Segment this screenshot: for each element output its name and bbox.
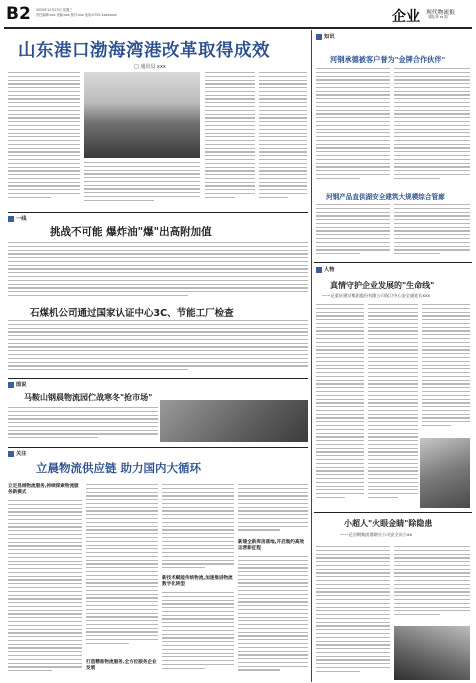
article-body: [8, 320, 308, 374]
brand-name: 现代物流报: [426, 10, 455, 16]
tag-square-icon: [8, 451, 14, 457]
article-headline: 挑战不可能 爆炸油"爆"出高附加值: [50, 226, 212, 238]
date-line: 2020年12月23日 星期三: [36, 8, 73, 12]
page-code: B2: [6, 4, 31, 24]
article-body: [8, 500, 82, 678]
profile-headline: 真情守护企业发展的"生命线": [330, 281, 435, 290]
subhead: 新建全新库房落地,开启集约高效运营新征程: [238, 540, 305, 551]
section-label: 知讯: [324, 34, 335, 40]
section-label: 一线: [16, 216, 27, 222]
profile-subtitle: ——记重庆建设集团股份有限公司保卫中心安全副处长xxx: [322, 293, 430, 298]
article-body: [238, 556, 308, 678]
section-label: 人物: [324, 267, 335, 273]
column-divider: [311, 30, 312, 682]
divider: [314, 512, 472, 513]
brand-sub: 周报/第 xx 期: [428, 15, 448, 19]
divider: [8, 212, 308, 213]
section-tag-guanzhu: [8, 450, 26, 457]
article-body: [316, 304, 364, 504]
section-label: 图说: [16, 382, 27, 388]
article-body: [8, 407, 158, 441]
article-body: [394, 546, 470, 622]
article-body: [316, 204, 390, 260]
article-body: [86, 484, 158, 654]
profile-subtitle: ——记河钢集团邯钢分公司安全员小xx: [340, 532, 412, 537]
main-body-col1: [8, 72, 80, 204]
section-tag-tushuo: [8, 381, 26, 388]
profile-photo: [420, 438, 470, 508]
divider: [314, 262, 472, 263]
section-name: 企业: [392, 9, 420, 25]
article-body: [316, 68, 390, 184]
header-rule: [4, 27, 472, 29]
subhead: 新技术赋能传统物流,加速推进物流数字化转型: [162, 576, 233, 587]
worker-photo: [394, 626, 470, 680]
section-label: 关注: [16, 451, 27, 457]
article-body: [162, 484, 234, 572]
meeting-photo: [84, 72, 200, 158]
section-tag-zhixun: [316, 33, 334, 40]
article-body: [8, 242, 308, 300]
article-body: [238, 484, 308, 536]
main-body-col4: [259, 72, 307, 204]
article-body: [394, 204, 470, 260]
subhead: 打造精准物流服务,全方位服务企业发展: [86, 660, 157, 671]
tag-square-icon: [8, 216, 14, 222]
article-body: [316, 546, 390, 680]
logistics-park-photo: [160, 400, 308, 442]
article-body: [162, 592, 234, 678]
article-headline: 马鞍山钢晨物流园伫战寒冬"抢市场": [24, 393, 153, 402]
article-headline: 河钢承德被客户誉为"金牌合作伙伴": [330, 55, 446, 64]
article-body: [422, 304, 470, 434]
editor-line: 责任编辑:xxx 美编:xxx 校对:xxx 电话:0755-2xxxxxxx: [36, 13, 117, 17]
divider: [8, 447, 308, 448]
subhead: 立足县城物流服务,持续探索物流服务新模式: [8, 484, 79, 495]
article-headline: 河钢产品直供湖安全建筑大规模综合管廊: [326, 193, 445, 201]
profile-headline: 小超人"火眼金睛"除隐患: [344, 519, 433, 528]
tag-square-icon: [316, 267, 322, 273]
article-body: [394, 68, 470, 184]
article-headline: 石煤机公司通过国家认证中心3C、节能工厂检查: [30, 308, 234, 319]
tag-square-icon: [8, 382, 14, 388]
main-byline: □ 通讯员 xxx: [134, 64, 166, 70]
tag-square-icon: [316, 34, 322, 40]
main-body-col3: [205, 72, 255, 204]
article-body: [368, 304, 418, 504]
main-headline: 山东港口渤海湾港改革取得成效: [18, 41, 270, 61]
article-headline: 立晨物流供应链 助力国内大循环: [36, 461, 202, 475]
main-body-col2: [84, 162, 200, 204]
section-tag-yixian: [8, 215, 26, 222]
section-tag-renwu: [316, 266, 334, 273]
divider: [8, 378, 308, 379]
